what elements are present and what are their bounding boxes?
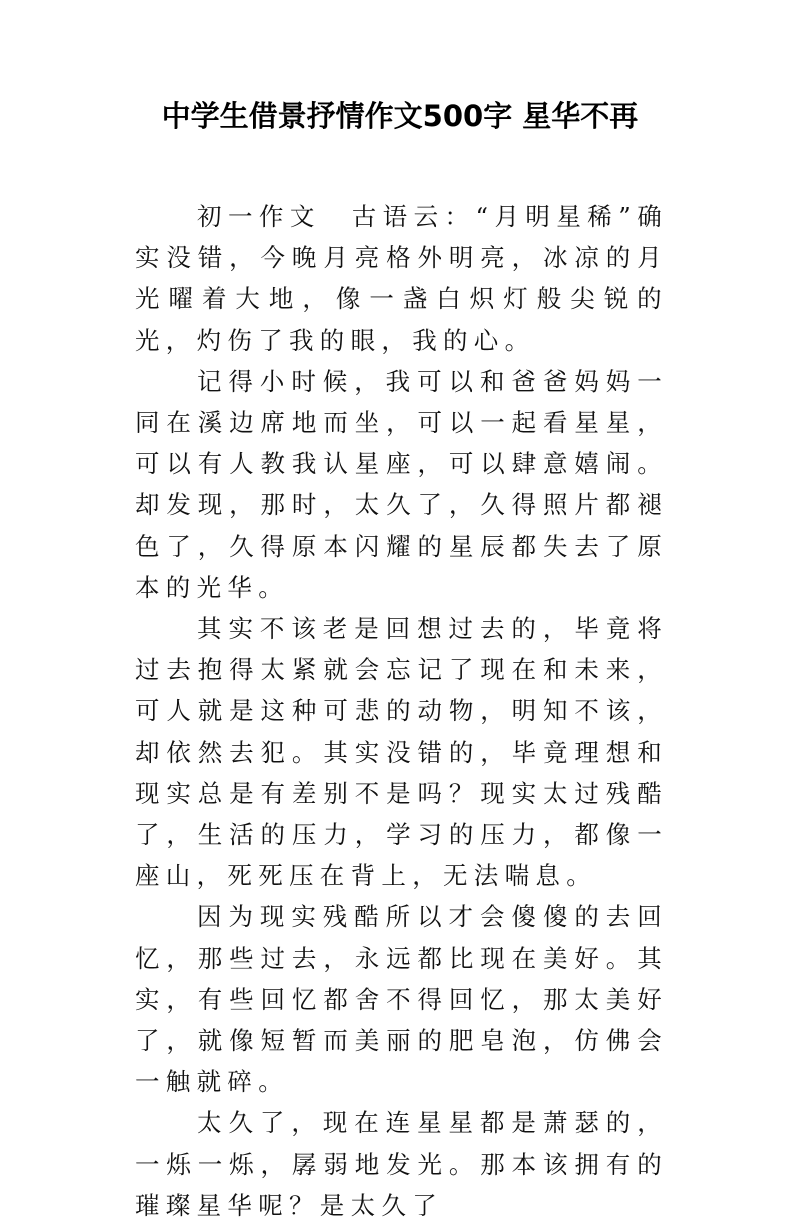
paragraph-4: 因为现实残酷所以才会傻傻的去回忆，那些过去，永远都比现在美好。其实，有些回忆都舍不得回忆，那太美好了，就像短暂而美丽的肥皂泡，仿佛会一触就碎。 (135, 902, 668, 1097)
document-body (135, 196, 668, 1226)
paragraph-1: 初一作文 古语云：“月明星稀”确实没错，今晚月亮格外明亮，冰凉的月光曜着大地，像一盏白炽灯般尖锐的光，灼伤了我的眼，我的心。 (135, 202, 668, 355)
paragraph-5: 太久了，现在连星星都是萧瑟的，一烁一烁，孱弱地发光。那本该拥有的璀璨星华呢？是太久了 (135, 1108, 668, 1220)
paragraph-3: 其实不该老是回想过去的，毕竟将过去抱得太紧就会忘记了现在和未来，可人就是这种可悲的动物，明知不该，却依然去犯。其实没错的，毕竟理想和现实总是有差别不是吗？现实太过残酷了，生活的压力，学习的压力，都像一座山，死死压在背上，无法喘息。 (135, 614, 668, 891)
paragraph-2: 记得小时候，我可以和爸爸妈妈一同在溪边席地而坐，可以一起看星星，可以有人教我认星座，可以肆意嬉闹。却发现，那时，太久了，久得照片都褪色了，久得原本闪耀的星辰都失去了原本的光华。 (135, 366, 668, 602)
document-title: 中学生借景抒情作文500字 星华不再 (161, 99, 639, 133)
